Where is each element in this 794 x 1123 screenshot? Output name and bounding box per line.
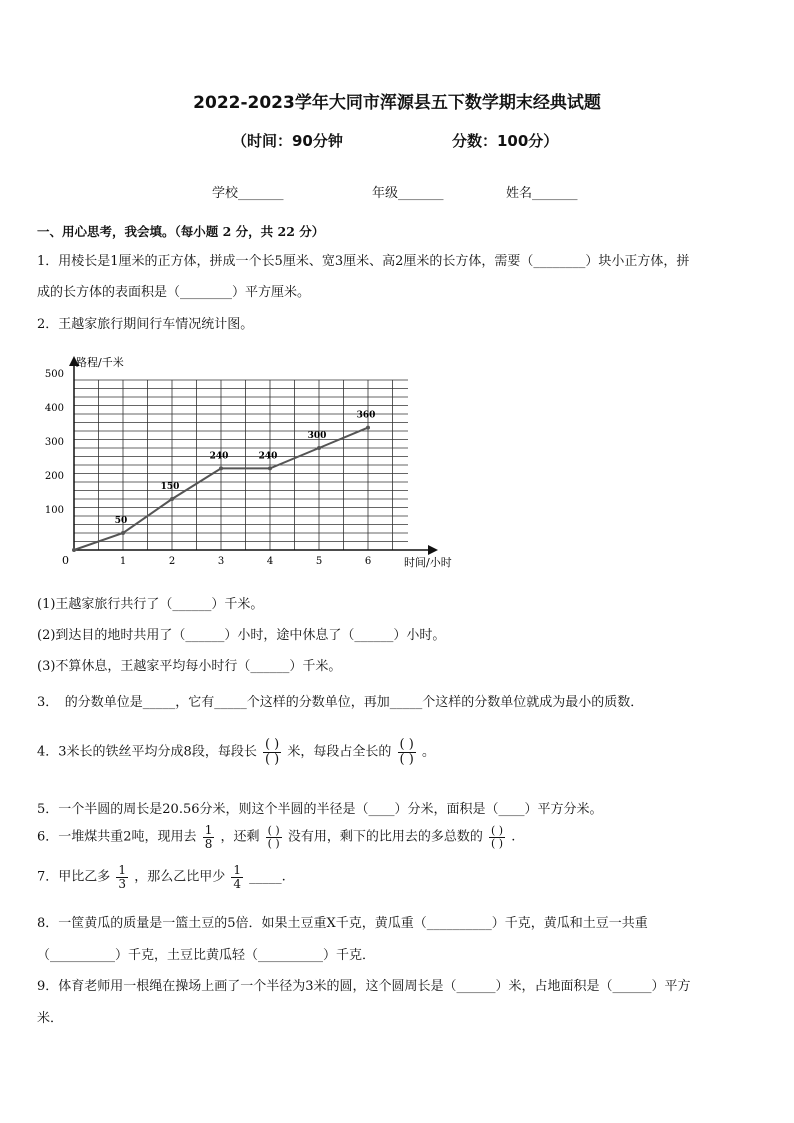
q7-suffix: _____. (249, 869, 286, 885)
school-field (212, 182, 284, 201)
exam-score: 分数：100分） (452, 132, 559, 150)
page-title: 2022-2023学年大同市浑源县五下数学期末经典试题 (193, 93, 601, 113)
question-7 (37, 864, 286, 890)
data-point (121, 531, 125, 535)
question-4 (37, 738, 435, 766)
y-tick-label: 200 (44, 471, 64, 482)
question-8-line-1: 8．一筐黄瓜的质量是一篮土豆的5倍．如果土豆重X千克，黄瓜重（__________）千克，黄瓜和土豆一共重 (37, 916, 648, 931)
q6-denominator: 8 (204, 836, 213, 851)
x-tick-label: 5 (315, 556, 323, 567)
question-5: 5．一个半圆的周长是20.56分米，则这个半圆的半径是（____）分米，面积是（____）平方分米。 (37, 802, 603, 817)
data-label: 240 (258, 451, 278, 462)
school-label: 学校 (212, 186, 239, 201)
y-tick-label: 400 (44, 403, 64, 414)
q6-fraction-left (266, 825, 282, 849)
q6-mid2: 没有用，剩下的比用去的多总数的 (287, 829, 483, 845)
question-9-line-1: 9．体育老师用一根绳在操场上画了一个半径为3米的圆，这个圆周长是（______）米，占地面积是（______）平方 (37, 979, 691, 994)
q6-left-numerator: ( ) (267, 824, 280, 838)
q4-frac2-denominator: ( ) (399, 751, 414, 767)
q4-frac2-numerator: ( ) (399, 737, 414, 752)
data-point (219, 466, 223, 470)
x-axis-arrow (428, 545, 438, 555)
exam-time: （时间：90分钟 (232, 132, 343, 150)
data-label: 300 (307, 431, 327, 441)
data-point (366, 426, 370, 430)
question-9-line-2: 米． (37, 1011, 64, 1026)
q4-frac1-numerator: ( ) (264, 737, 280, 752)
x-tick-label: 6 (364, 556, 372, 567)
q6-prefix: 6．一堆煤共重2吨，现用去 (37, 829, 197, 845)
y-tick-label: 100 (44, 505, 64, 516)
origin-label: 0 (62, 554, 69, 567)
x-tick-label: 3 (217, 556, 225, 567)
data-label: 360 (356, 410, 376, 421)
q6-fraction-used (203, 824, 215, 850)
data-label: 240 (209, 451, 229, 462)
q4-suffix: 。 (421, 744, 435, 760)
chart-series (72, 411, 375, 552)
q4-fraction-share (398, 738, 416, 766)
name-line: _______ (532, 186, 578, 201)
q7-f1-denominator: 3 (118, 876, 127, 891)
y-axis-label: 路程/千米 (76, 356, 124, 369)
grade-line: _______ (398, 186, 444, 201)
question-1-line-1: 1．用棱长是1厘米的正方体，拼成一个长5厘米、宽3厘米、高2厘米的长方体，需要（________）块小正方体，拼 (37, 254, 690, 269)
q7-fraction-less (231, 864, 243, 890)
data-label: 150 (160, 482, 180, 492)
x-tick-label: 2 (168, 556, 176, 567)
name-field (506, 182, 578, 201)
q6-more-denominator: ( ) (491, 836, 504, 850)
q4-prefix: 4．3米长的铁丝平均分成8段，每段长 (37, 744, 257, 760)
school-line: _______ (238, 186, 284, 201)
x-tick-label: 4 (266, 556, 274, 567)
q7-fraction-more (116, 864, 128, 890)
data-label: 50 (114, 516, 128, 526)
y-tick-label: 500 (44, 369, 64, 380)
q6-numerator: 1 (204, 823, 213, 837)
question-3: 3． 的分数单位是_____，它有_____个这样的分数单位，再加_____个这样的分数单位就成为最小的质数． (37, 695, 644, 710)
q7-prefix: 7．甲比乙多 (37, 869, 111, 885)
q7-f2-numerator: 1 (233, 863, 241, 877)
data-point (268, 466, 272, 470)
q4-fraction-length (263, 738, 281, 766)
data-point (72, 548, 76, 552)
section-heading: 一、用心思考，我会填。（每小题 2 分，共 22 分） (37, 224, 325, 239)
grade-label: 年级 (372, 186, 399, 201)
q6-more-numerator: ( ) (491, 824, 504, 838)
q7-f2-denominator: 4 (233, 876, 241, 891)
name-label: 姓名 (506, 186, 533, 201)
q6-left-denominator: ( ) (267, 836, 280, 850)
y-tick-label: 300 (44, 437, 64, 448)
data-point (170, 497, 174, 501)
x-axis-label: 时间/小时 (404, 556, 452, 569)
data-point (317, 446, 321, 450)
question-2-stem: 2．王越家旅行期间行车情况统计图。 (37, 317, 254, 332)
q7-mid: ，那么乙比甲少 (134, 869, 226, 885)
q7-f1-numerator: 1 (118, 863, 127, 877)
question-1-line-2: 成的长方体的表面积是（________）平方厘米。 (37, 285, 311, 300)
chart-ticks (45, 369, 371, 567)
question-2-sub-2: (2)到达目的地时共用了（______）小时，途中休息了（______）小时。 (37, 628, 446, 643)
q4-mid: 米，每段占全长的 (287, 744, 392, 760)
q6-fraction-more (489, 825, 505, 849)
question-2-sub-1: (1)王越家旅行共行了（______）千米。 (37, 597, 264, 612)
grade-field (372, 182, 444, 201)
x-tick-label: 1 (119, 556, 127, 567)
q6-suffix: . (511, 829, 516, 845)
question-6 (37, 824, 515, 850)
question-2-sub-3: (3)不算休息，王越家平均每小时行（______）千米。 (37, 659, 342, 674)
q6-mid: ，还剩 (220, 829, 260, 845)
q4-frac1-denominator: ( ) (264, 751, 280, 767)
question-8-line-2: （__________）千克，土豆比黄瓜轻（__________）千克． (37, 948, 376, 963)
travel-line-chart (30, 352, 470, 572)
